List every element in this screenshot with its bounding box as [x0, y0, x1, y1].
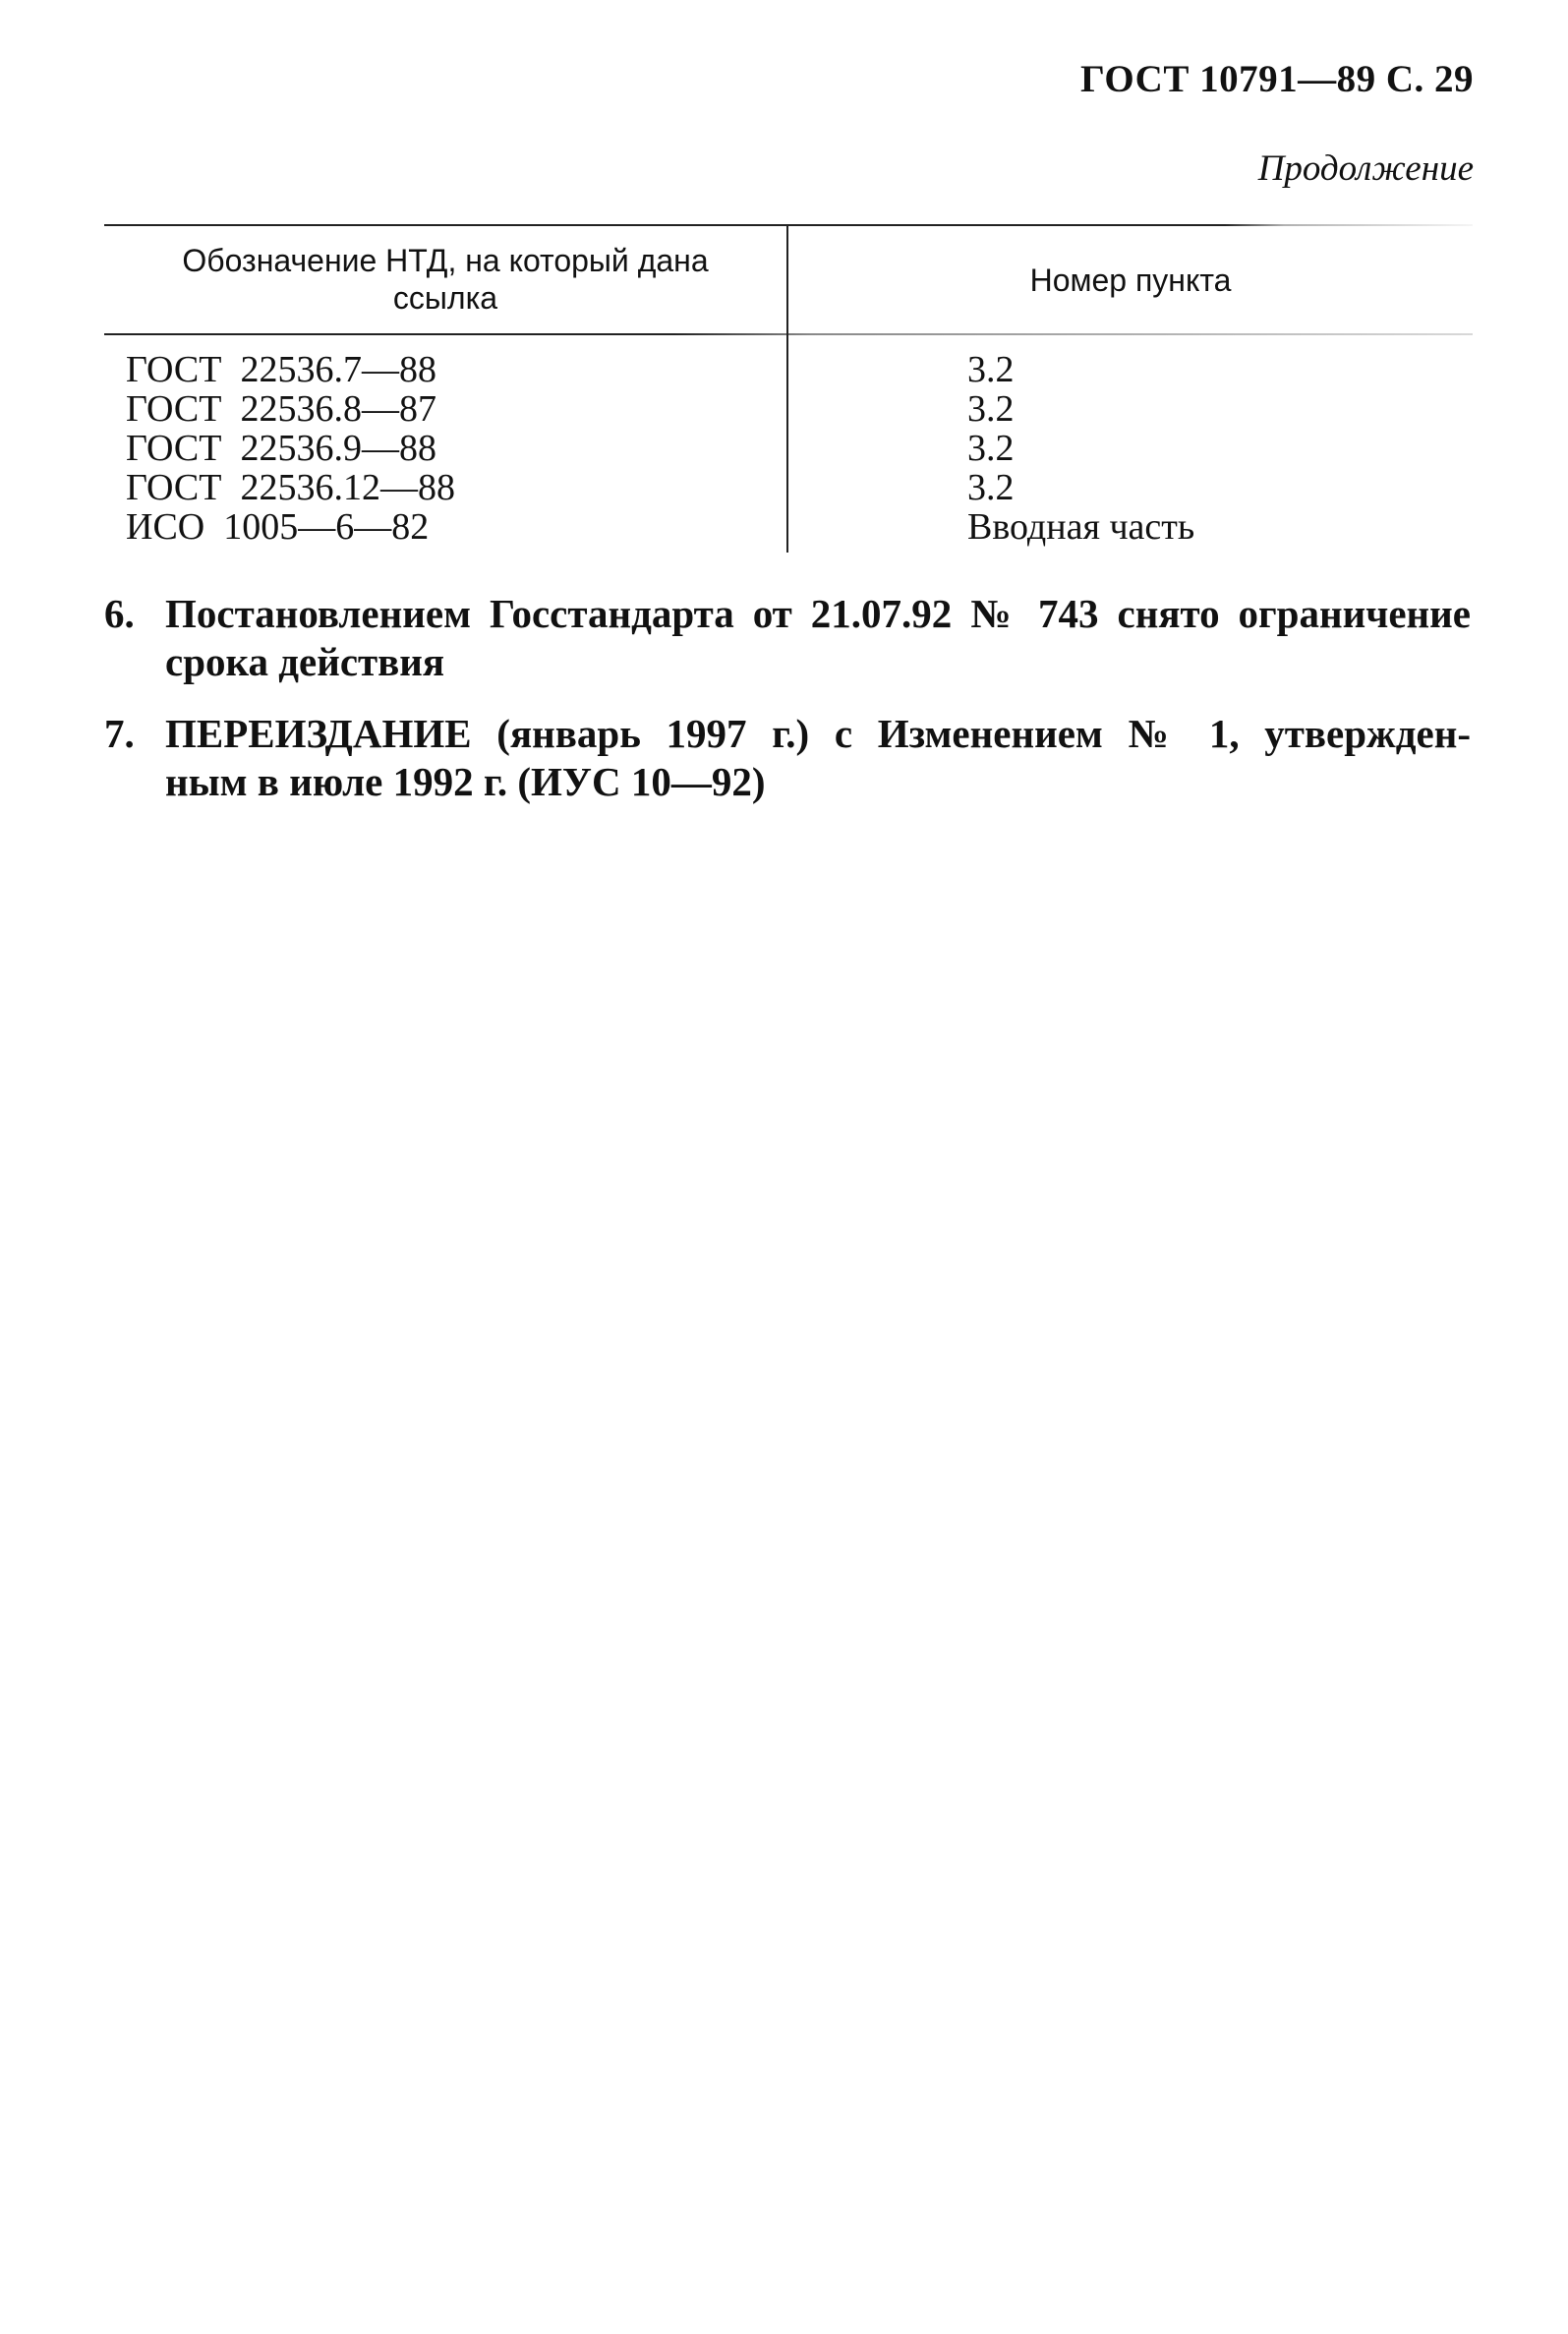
column-header-document — [104, 242, 786, 317]
table-row — [104, 429, 1473, 468]
row-item-number: 3.2 — [967, 349, 1015, 390]
note-number: 6. — [104, 591, 135, 636]
page-header: ГОСТ 10791—89 С. 29 — [1080, 58, 1474, 100]
note-text-line: ным в июле 1992 г. (ИУС 10—92) — [165, 759, 766, 804]
reference-table — [104, 224, 1473, 553]
note-text-line: срока действия — [165, 639, 445, 684]
row-item-number: Вводная часть — [967, 506, 1195, 548]
continuation-label: Продолжение — [1257, 148, 1474, 189]
note-text-line: ПЕРЕИЗДАНИЕ (январь 1997 г.) с Изменением № 1, утвержден- — [165, 711, 1471, 756]
table-row — [104, 389, 1473, 429]
row-document-ref: ИСО 1005—6—82 — [126, 506, 430, 548]
note-number: 7. — [104, 711, 135, 756]
column-header-document-text: Обозначение НТД, на который дана ссылка — [182, 243, 709, 316]
row-item-number: 3.2 — [967, 467, 1015, 508]
row-document-ref: ГОСТ 22536.7—88 — [126, 349, 436, 390]
column-header-item-text: Номер пункта — [1029, 263, 1232, 298]
row-item-number: 3.2 — [967, 428, 1015, 469]
table-top-rule — [104, 224, 1473, 226]
table-row — [104, 468, 1473, 507]
note-item — [104, 710, 1471, 806]
table-header-rule — [104, 333, 1473, 335]
row-document-ref: ГОСТ 22536.12—88 — [126, 467, 455, 508]
notes-section — [104, 590, 1471, 830]
row-document-ref: ГОСТ 22536.8—87 — [126, 388, 436, 430]
note-item — [104, 590, 1471, 686]
row-document-ref: ГОСТ 22536.9—88 — [126, 428, 436, 469]
column-header-item — [788, 262, 1473, 299]
table-body — [104, 350, 1473, 547]
note-text-line: Постановлением Госстандарта от 21.07.92 № 743 снято ограничение — [165, 591, 1471, 636]
row-item-number: 3.2 — [967, 388, 1015, 430]
table-row — [104, 350, 1473, 389]
table-row — [104, 507, 1473, 547]
